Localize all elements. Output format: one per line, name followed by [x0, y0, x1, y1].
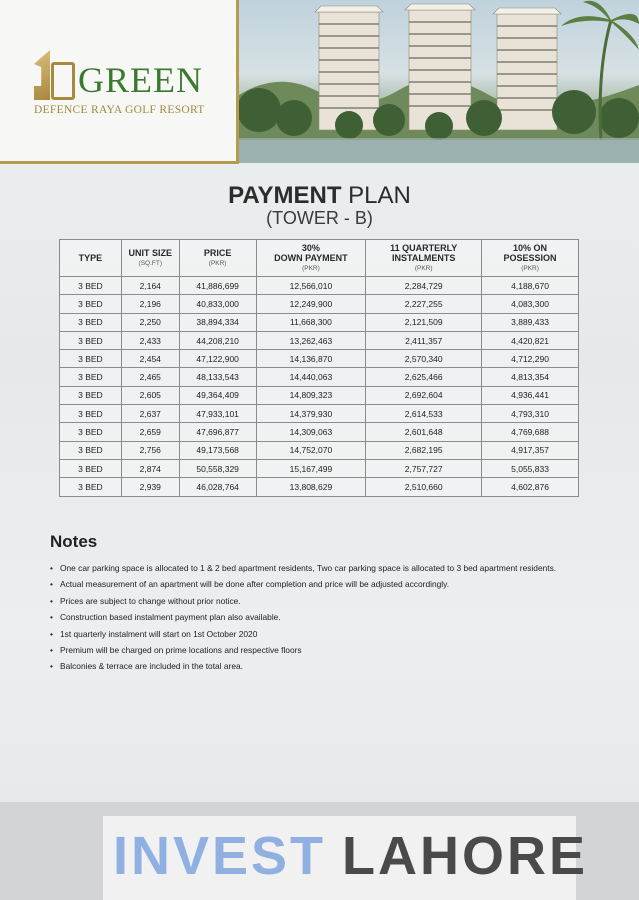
header-unit: (PKR) [414, 264, 433, 272]
bullet-icon: • [50, 563, 53, 573]
header-unit: (PKR) [208, 259, 227, 267]
table-cell: 4,793,310 [482, 405, 579, 423]
table-cell: 12,249,900 [256, 295, 366, 313]
table-row [60, 405, 579, 423]
table-cell: 2,756 [121, 441, 179, 459]
table-cell: 2,433 [121, 331, 179, 349]
table-cell: 3 BED [60, 478, 122, 496]
table-cell: 47,696,877 [179, 423, 256, 441]
table-cell: 49,364,409 [179, 386, 256, 404]
header-label: 30% DOWN PAYMENT [274, 242, 348, 263]
header-unit: (SQ.FT) [138, 259, 162, 267]
table-cell: 44,208,210 [179, 331, 256, 349]
page-title [0, 182, 639, 210]
table-row [60, 295, 579, 313]
table-cell: 2,601,648 [366, 423, 482, 441]
table-cell: 2,614,533 [366, 405, 482, 423]
table-cell: 13,262,463 [256, 331, 366, 349]
title-light: PLAN [348, 182, 411, 209]
table-cell: 2,227,255 [366, 295, 482, 313]
note-text: Prices are subject to change without prior notice. [60, 595, 241, 606]
towers-illustration [239, 0, 639, 163]
table-cell: 2,692,604 [366, 386, 482, 404]
table-cell: 41,886,699 [179, 277, 256, 295]
table-cell: 14,809,323 [256, 386, 366, 404]
table-cell: 3 BED [60, 423, 122, 441]
table-header-cell [60, 240, 122, 277]
table-cell: 2,659 [121, 423, 179, 441]
table-cell: 2,637 [121, 405, 179, 423]
table-cell: 46,028,764 [179, 478, 256, 496]
table-cell: 14,309,063 [256, 423, 366, 441]
table-row [60, 386, 579, 404]
table-header-cell [482, 240, 579, 277]
page-subtitle: (TOWER - B) [266, 208, 373, 228]
table-cell: 2,454 [121, 350, 179, 368]
table-row [60, 441, 579, 459]
table-row [60, 423, 579, 441]
table-cell: 13,808,629 [256, 478, 366, 496]
table-cell: 2,465 [121, 368, 179, 386]
bullet-icon: • [50, 644, 53, 655]
table-cell: 50,558,329 [179, 459, 256, 477]
table-header-row [60, 240, 579, 277]
list-item [50, 660, 630, 676]
table-cell: 3 BED [60, 313, 122, 331]
table-header-cell [256, 240, 366, 277]
table-cell: 4,602,876 [482, 478, 579, 496]
table-header-cell [366, 240, 482, 277]
table-cell: 4,813,354 [482, 368, 579, 386]
table-cell: 2,874 [121, 459, 179, 477]
table-cell: 4,769,688 [482, 423, 579, 441]
table-cell: 3 BED [60, 368, 122, 386]
table-cell: 2,510,660 [366, 478, 482, 496]
table-row [60, 350, 579, 368]
list-item [50, 628, 630, 644]
table-cell: 5,055,833 [482, 459, 579, 477]
table-cell: 3 BED [60, 277, 122, 295]
list-item [50, 578, 630, 594]
brand-name: GREEN [78, 60, 203, 100]
note-text: Construction based instalment payment plan also available. [60, 612, 281, 623]
table-cell: 4,083,300 [482, 295, 579, 313]
table-cell: 47,122,900 [179, 350, 256, 368]
table-cell: 14,136,870 [256, 350, 366, 368]
table-cell: 11,668,300 [256, 313, 366, 331]
table-row [60, 368, 579, 386]
table-cell: 4,936,441 [482, 386, 579, 404]
bullet-icon: • [50, 595, 53, 606]
brand-tagline: DEFENCE RAYA GOLF RESORT [34, 104, 205, 116]
table-cell: 2,570,340 [366, 350, 482, 368]
table-cell: 4,917,357 [482, 441, 579, 459]
header-unit: (PKR) [302, 264, 320, 272]
logo-mark-ring-icon [51, 62, 75, 100]
table-cell: 3 BED [60, 350, 122, 368]
title-bold: PAYMENT [228, 182, 342, 209]
table-cell: 3 BED [60, 331, 122, 349]
bullet-icon: • [50, 661, 53, 672]
header-label: UNIT SIZE [128, 247, 173, 258]
table-row [60, 331, 579, 349]
header-unit: (PKR) [521, 264, 539, 272]
table-cell: 12,566,010 [256, 277, 366, 295]
header-label: TYPE [78, 253, 103, 263]
header-label: 10% ON POSESSION [503, 242, 557, 263]
table-cell: 15,167,499 [256, 459, 366, 477]
table-cell: 3 BED [60, 441, 122, 459]
bullet-icon: • [50, 579, 53, 590]
note-text: One car parking space is allocated to 1 & 2 bed apartment residents, Two car parking space is allocated to 3 bed apartment residents. [60, 563, 557, 573]
table-row [60, 277, 579, 295]
table-cell: 2,250 [121, 313, 179, 331]
table-row [60, 313, 579, 331]
list-item [50, 562, 630, 578]
notes-title: Notes [50, 532, 98, 551]
header [0, 0, 639, 166]
table-cell: 3 BED [60, 386, 122, 404]
list-item [50, 595, 630, 611]
table-cell: 4,188,670 [482, 277, 579, 295]
table-cell: 2,757,727 [366, 459, 482, 477]
note-text: 1st quarterly instalment will start on 1st October 2020 [60, 628, 258, 639]
bullet-icon: • [50, 628, 53, 639]
header-label: PRICE [203, 247, 232, 258]
table-body [60, 277, 579, 497]
table-cell: 2,939 [121, 478, 179, 496]
table-cell: 14,440,063 [256, 368, 366, 386]
table-cell: 2,121,509 [366, 313, 482, 331]
table-cell: 3 BED [60, 459, 122, 477]
table-header-cell [121, 240, 179, 277]
notes-list [50, 562, 630, 677]
table-cell: 4,712,290 [482, 350, 579, 368]
list-item [50, 644, 630, 660]
table-cell: 2,605 [121, 386, 179, 404]
bullet-icon: • [50, 612, 53, 623]
table-cell: 48,133,543 [179, 368, 256, 386]
table-cell: 49,173,568 [179, 441, 256, 459]
hero-image [239, 0, 639, 163]
table-row [60, 478, 579, 496]
table-cell: 14,379,930 [256, 405, 366, 423]
table-header-cell [179, 240, 256, 277]
logo-panel [0, 0, 239, 164]
table-cell: 2,411,357 [366, 331, 482, 349]
table-cell: 38,894,334 [179, 313, 256, 331]
payment-table [59, 239, 579, 497]
footer-word-lahore: LAHORE [342, 826, 588, 886]
note-text: Balconies & terrace are included in the total area. [60, 661, 243, 672]
list-item [50, 611, 630, 627]
table-cell: 3 BED [60, 405, 122, 423]
table-cell: 3 BED [60, 295, 122, 313]
table-cell: 2,284,729 [366, 277, 482, 295]
table-cell: 2,625,466 [366, 368, 482, 386]
table-cell: 3,889,433 [482, 313, 579, 331]
table-cell: 47,933,101 [179, 405, 256, 423]
note-text: Actual measurement of an apartment will be done after completion and price will be adjusted accordingly. [60, 579, 450, 590]
table-row [60, 459, 579, 477]
note-text: Premium will be charged on prime locations and respective floors [60, 644, 302, 655]
table-cell: 2,682,195 [366, 441, 482, 459]
header-label: 11 QUARTERLY INSTALMENTS [390, 242, 458, 263]
table-cell: 4,420,821 [482, 331, 579, 349]
table-cell: 40,833,000 [179, 295, 256, 313]
table-cell: 2,164 [121, 277, 179, 295]
table-cell: 14,752,070 [256, 441, 366, 459]
table-cell: 2,196 [121, 295, 179, 313]
footer-word-invest: INVEST [113, 826, 327, 886]
